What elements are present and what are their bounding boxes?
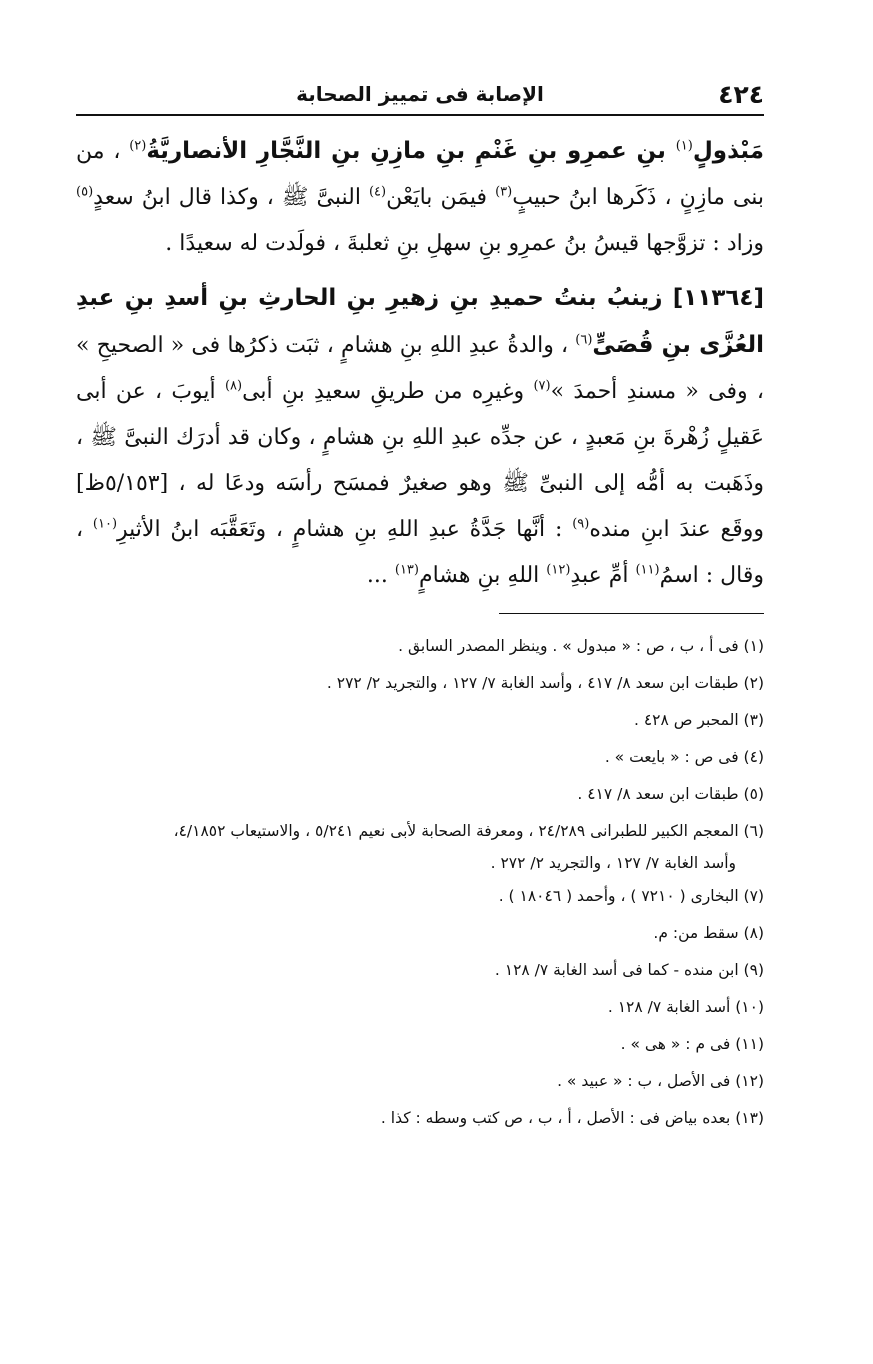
footnote (76, 702, 764, 739)
entry-heading: [١١٣٦٤] زينبُ بنتُ حميدِ بنِ زهيرِ بنِ الحارثِ بنِ أسدِ بنِ عبدِ العُزَّى بنِ قُصَىٍّ (76, 285, 764, 358)
footnote (76, 665, 764, 702)
entry-name-continued: مَبْذولٍ (692, 138, 764, 164)
footnote-ref: (١٢) (546, 562, 571, 578)
footnote-ref: (١٣) (394, 562, 419, 578)
footnote-ref: (٢) (129, 138, 147, 154)
footnote-text: (٩) ابن منده - كما فى أسد الغابة ٧/ ١٢٨ . (494, 961, 764, 979)
text-run: : أنَّها جَدَّةُ عبدِ اللهِ بنِ هشامٍ ، وتَعَقَّبَه ابنُ الأثيرِ (117, 517, 573, 542)
footnote-text: (١٢) فى الأصل ، ب : « عبيد » . (557, 1072, 764, 1090)
footnote (76, 878, 764, 915)
footnote-text: (٢) طبقات ابن سعد ٨/ ٤١٧ ، وأسد الغابة ٧/ ١٢٧ ، والتجريد ٢/ ٢٧٢ . (326, 674, 764, 692)
text-run: اللهِ بنِ هشامٍ (418, 563, 547, 588)
footnote-ref: (٦) (575, 332, 593, 348)
entry-11364 (76, 275, 764, 599)
page-number: ٤٢٤ (718, 80, 764, 109)
text-run: ... (366, 563, 395, 588)
footnote (76, 1063, 764, 1100)
footnote-ref: (٤) (368, 184, 387, 200)
footnote-text: (١) فى أ ، ب ، ص : « مبدول » . وينظر المصدر السابق . (398, 637, 764, 655)
footnote (76, 776, 764, 813)
text-run: أيوبَ ، عن أبى عَقيلٍ زُهْرةَ بنِ مَعبدٍ ، عن جدِّه عبدِ اللهِ بنِ هشامٍ ، وكان قد أدرَك النبىَّ ﷺ ، وذَهَبت به أمُّه إلى النبىِّ ﷺ وهو صغيرٌ فمسَح رأسَه ودعَا له ، [٥/١٥٣ظ] ووقَع عندَ ابنِ منده (76, 379, 764, 542)
footnote-text: (٤) فى ص : « بايعت » . (604, 748, 764, 766)
footnote-text: (٧) البخارى ( ٧٢١٠ ) ، وأحمد ( ١٨٠٤٦ ) . (498, 887, 764, 905)
book-page (76, 70, 764, 1270)
footnote-text: (٥) طبقات ابن سعد ٨/ ٤١٧ . (577, 785, 764, 803)
footnote-ref: (٥) (76, 184, 94, 200)
footnote (76, 1100, 764, 1137)
footnote-text: (١٣) بعده بياض فى : الأصل ، أ ، ب ، ص كتب وسطه : كذا . (380, 1109, 764, 1127)
entry-continuation (76, 128, 764, 267)
footnote-text: (١٠) أسد الغابة ٧/ ١٢٨ . (607, 998, 764, 1016)
footnote (76, 739, 764, 776)
footnotes (76, 628, 764, 1137)
footnote (76, 628, 764, 665)
text-run: ، وقال : اسمُ (76, 517, 764, 588)
footnote (76, 813, 764, 878)
footnote-text: (٨) سقط من: م. (653, 924, 764, 942)
entry-lineage: بنِ عمرِو بنِ غَنْمِ بنِ مازِنِ بنِ النَّجَّارِ الأنصاريَّةُ (146, 138, 676, 164)
text-run: فيمَن بايَعْن (386, 185, 496, 210)
footnote-ref: (٨) (224, 378, 243, 394)
footnote-ref: (٧) (533, 378, 551, 394)
footnote-text: (٦) المعجم الكبير للطبرانى ٢٤/٢٨٩ ، ومعرفة الصحابة لأبى نعيم ٥/٢٤١ ، والاستيعاب ٤/١٨٥٢، (173, 822, 764, 840)
text-run: ، والدةُ عبدِ اللهِ بنِ هشامٍ ، ثبَت ذكرُها فى « الصحيحِ » ، وفى « مسندِ أحمدَ » (76, 333, 765, 404)
page-header (76, 70, 764, 116)
main-text (76, 128, 764, 599)
footnote (76, 952, 764, 989)
footnote (76, 1026, 764, 1063)
text-run: ، من بنى مازِنٍ ، ذَكَرها ابنُ حبيبٍ (76, 139, 764, 210)
text-run: وزاد : تزوَّجها قيسُ بنُ عمرِو بنِ سهلِ بنِ ثعلبةَ ، فولَدت له سعيدًا . (165, 231, 764, 256)
footnote-ref: (١١) (635, 562, 660, 578)
footnote-ref: (١٠) (92, 516, 118, 532)
text-run: وغيرِه من طريقِ سعيدِ بنِ أبى (242, 379, 534, 404)
text-run: أمِّ عبدِ (570, 563, 636, 588)
footnote (76, 915, 764, 952)
footnote-ref: (١) (675, 138, 693, 154)
footnote-divider (499, 613, 764, 614)
text-run: النبىَّ ﷺ ، وكذا قال ابنُ سعدٍ (93, 185, 369, 210)
footnote-text: (١١) فى م : « هى » . (620, 1035, 764, 1053)
footnote-ref: (٩) (572, 516, 590, 532)
footnote-text: (٣) المحبر ص ٤٢٨ . (633, 711, 764, 729)
running-title: الإصابة فى تمييز الصحابة (296, 82, 544, 106)
footnote-text-continued: وأسد الغابة ٧/ ١٢٧ ، والتجريد ٢/ ٢٧٢ . (490, 854, 736, 872)
footnote (76, 989, 764, 1026)
footnote-ref: (٣) (495, 184, 513, 200)
